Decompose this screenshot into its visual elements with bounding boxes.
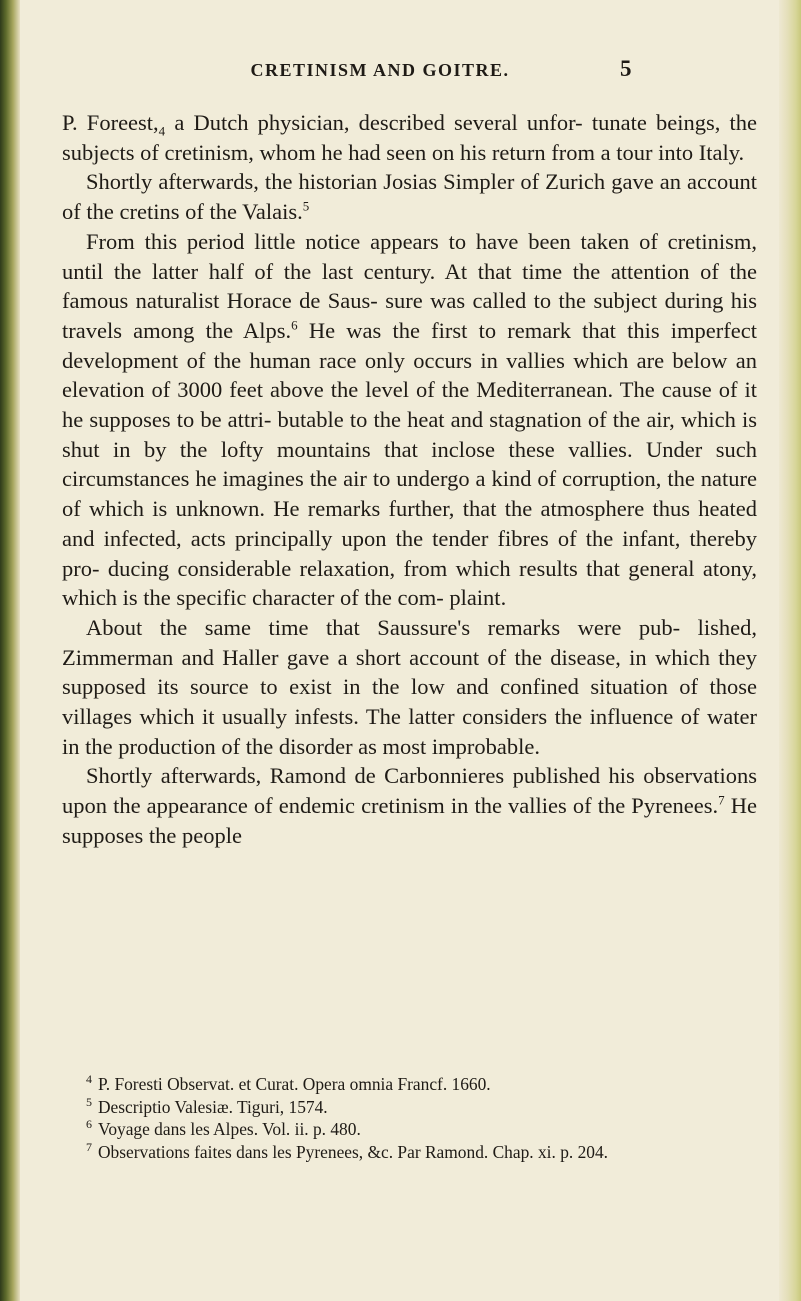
paragraph-4: About the same time that Saussure's remarks were pub- lished, Zimmerman and Haller gave a short account of the disease, in which they supposed its source to exist in the low and confined situation of those villages which it usually infests. The latter considers the influence of water in the production of the disorder as most improbable. (62, 614, 757, 759)
footnote-ref-4: 4 (158, 123, 166, 139)
paragraph-5 (62, 761, 757, 850)
paragraph-5-text-a: Shortly afterwards, Ramond de Carbonnieres published his observations upon the appearance of endemic cretinism in the vallies of the Pyrenees. (62, 763, 757, 819)
page-edge (779, 0, 801, 1301)
body-text (62, 108, 757, 851)
footnote-mark: 5 (86, 1094, 92, 1109)
paragraph-3-text-a: From this period little notice appears to have been taken of cretinism, until the latter half of the last century. At that time the attention of the famous naturalist Horace de Saus- sure was called to the subject during his travels among the Alps. (62, 228, 757, 343)
paragraph-2 (62, 167, 757, 226)
footnote-ref-7: 7 (718, 792, 725, 808)
paragraph-1-text-b: a Dutch physician, described several unfor- tunate beings, the subjects of cretinism, whom he had seen on his return from a tour into Italy. (62, 110, 757, 165)
footnote-mark: 7 (86, 1139, 92, 1154)
footnote-7 (62, 1141, 757, 1164)
footnote-text: P. Foresti Observat. et Curat. Opera omnia Francf. 1660. (98, 1074, 491, 1094)
footnotes (62, 1073, 757, 1163)
footnote-mark: 4 (86, 1072, 92, 1087)
footnote-4 (62, 1073, 757, 1096)
footnote-ref-5: 5 (302, 198, 310, 214)
paragraph-3-text-b: He was the first to remark that this imperfect development of the human race only occurs in vallies which are below an elevation of 3000 feet above the level of the Mediterranean. The cause of it he supposes to be attri- butable to the heat and stagnation of the air, which is shut in by the lofty mountains that inclose these vallies. Under such circumstances he imagines the air to undergo a kind of corruption, the nature of which is unknown. He remarks further, that the atmosphere thus heated and infected, acts principally upon the tender fibres of the infant, thereby pro- ducing considerable relaxation, from which results that general atony, which is the specific character of the com- plaint. (62, 317, 757, 611)
footnote-text: Voyage dans les Alpes. Vol. ii. p. 480. (98, 1119, 361, 1139)
footnote-text: Descriptio Valesiæ. Tiguri, 1574. (98, 1096, 328, 1117)
footnote-mark: 6 (86, 1117, 92, 1132)
footnote-text: Observations faites dans les Pyrenees, &c. Par Ramond. Chap. xi. p. 204. (98, 1141, 609, 1162)
paragraph-1-text-a: P. Foreest, (62, 110, 159, 135)
paragraph-5-text-b: He supposes the people (62, 793, 757, 848)
footnote-ref-6: 6 (291, 317, 298, 333)
paragraph-3 (62, 227, 757, 613)
book-gutter (0, 0, 20, 1301)
paragraph-2-text: Shortly afterwards, the historian Josias Simpler of Zurich gave an account of the cretins of the Valais. (62, 169, 757, 225)
paragraph-1 (62, 108, 757, 167)
footnote-6 (62, 1118, 757, 1141)
page-number: 5 (620, 56, 632, 81)
page-header (0, 56, 801, 96)
footnote-5 (62, 1096, 757, 1119)
running-head: CRETINISM AND GOITRE. (250, 60, 510, 80)
